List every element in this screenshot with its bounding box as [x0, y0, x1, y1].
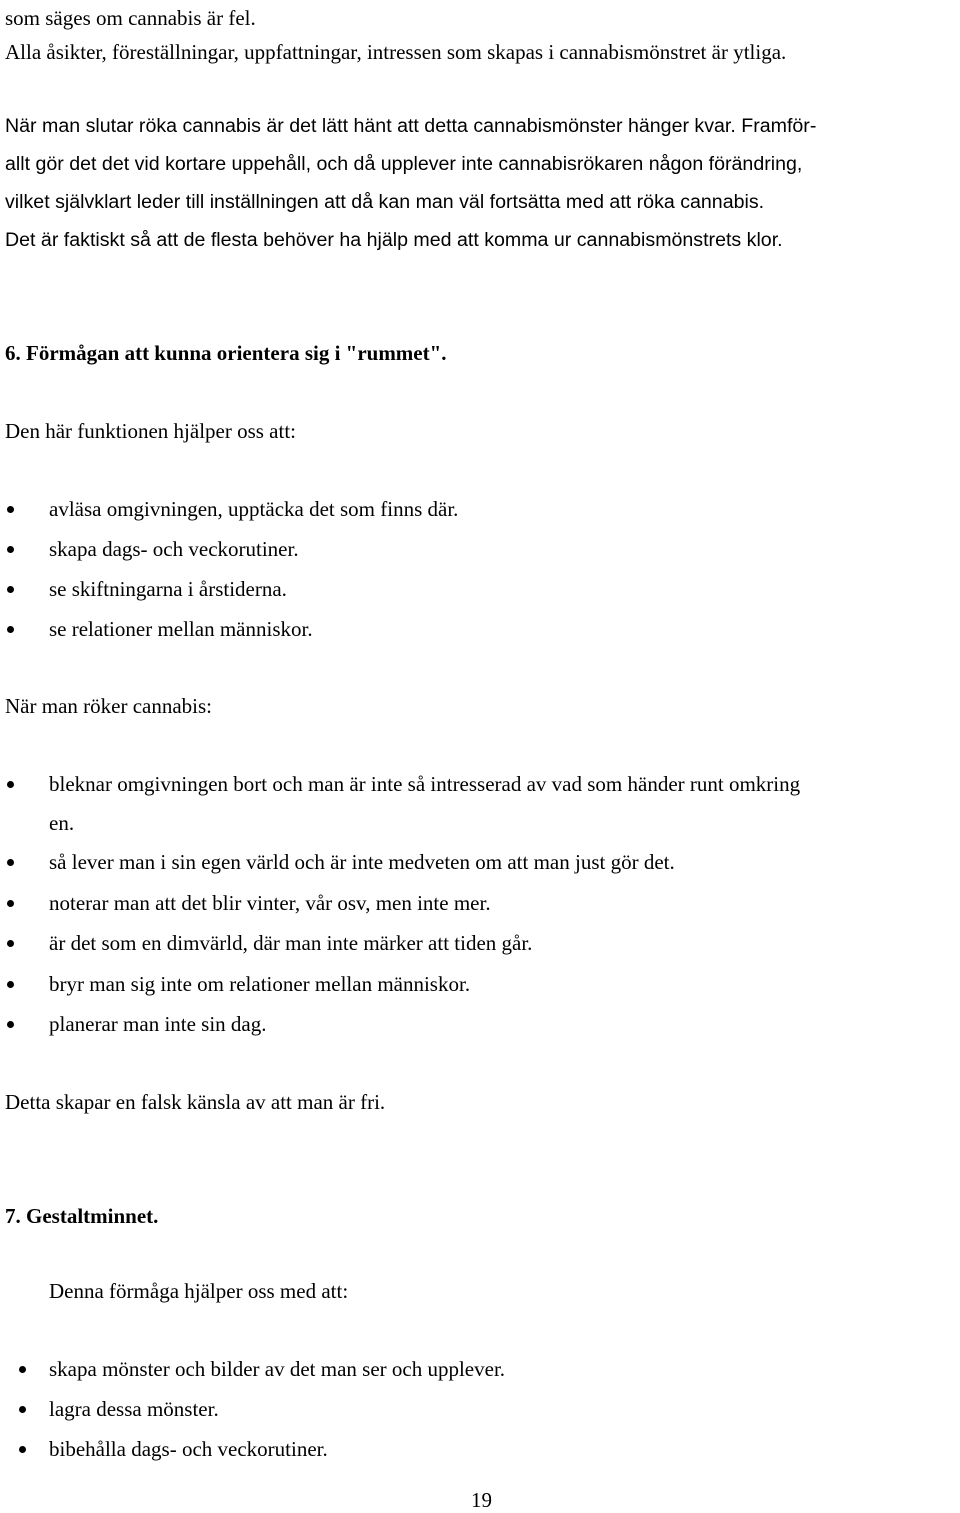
list-item-text: lagra dessa mönster. — [49, 1397, 219, 1421]
section-lead: När man röker cannabis: — [5, 694, 212, 718]
list-item-text: se skiftningarna i årstiderna. — [49, 577, 287, 601]
list-item-text: bleknar omgivningen bort och man är inte så intresserad av vad som händer runt omkring — [49, 772, 801, 796]
bullet-icon — [7, 506, 14, 513]
text-line: vilket självklart leder till inställningen att då kan man väl fortsätta med att röka cannabis. — [5, 191, 765, 213]
list-item-text: se relationer mellan människor. — [49, 617, 313, 641]
section-heading: 6. Förmågan att kunna orientera sig i "rummet". — [5, 341, 447, 365]
bullet-icon — [7, 859, 14, 866]
bullet-icon — [19, 1366, 26, 1373]
text-line: Det är faktiskt så att de flesta behöver ha hjälp med att komma ur cannabismönstrets klor. — [5, 229, 783, 251]
list-item-text: bryr man sig inte om relationer mellan människor. — [49, 972, 471, 996]
bullet-icon — [7, 900, 14, 907]
bullet-icon — [19, 1406, 26, 1413]
closing-text: Detta skapar en falsk känsla av att man är fri. — [5, 1090, 386, 1114]
text-line: När man slutar röka cannabis är det lätt hänt att detta cannabismönster hänger kvar. Framför- — [5, 115, 817, 137]
list-item-text: avläsa omgivningen, upptäcka det som finns där. — [49, 497, 459, 521]
bullet-icon — [7, 586, 14, 593]
text-line: som säges om cannabis är fel. — [5, 6, 256, 30]
bullet-icon — [7, 940, 14, 947]
list-item-text: så lever man i sin egen värld och är inte medveten om att man just gör det. — [49, 850, 675, 874]
list-item-text: är det som en dimvärld, där man inte märker att tiden går. — [49, 931, 533, 955]
page-number: 19 — [471, 1488, 492, 1512]
list-item-text: noterar man att det blir vinter, vår osv, men inte mer. — [49, 891, 491, 915]
list-item-text: planerar man inte sin dag. — [49, 1012, 267, 1036]
list-item-text: skapa mönster och bilder av det man ser och upplever. — [49, 1357, 506, 1381]
text-line: Alla åsikter, föreställningar, uppfattningar, intressen som skapas i cannabismönstret är ytliga. — [5, 40, 787, 64]
bullet-icon — [7, 1021, 14, 1028]
bullet-icon — [7, 981, 14, 988]
bullet-icon — [7, 546, 14, 553]
bullet-icon — [19, 1446, 26, 1453]
list-item-text: bibehålla dags- och veckorutiner. — [49, 1437, 328, 1461]
list-item-text: skapa dags- och veckorutiner. — [49, 537, 299, 561]
bullet-icon — [7, 781, 14, 788]
bullet-icon — [7, 626, 14, 633]
list-item-continuation: en. — [49, 811, 75, 835]
text-line: allt gör det det vid kortare uppehåll, och då upplever inte cannabisrökaren någon förändring, — [5, 153, 803, 175]
section-lead: Denna förmåga hjälper oss med att: — [49, 1279, 349, 1303]
section-heading: 7. Gestaltminnet. — [5, 1204, 159, 1228]
section-lead: Den här funktionen hjälper oss att: — [5, 419, 297, 443]
